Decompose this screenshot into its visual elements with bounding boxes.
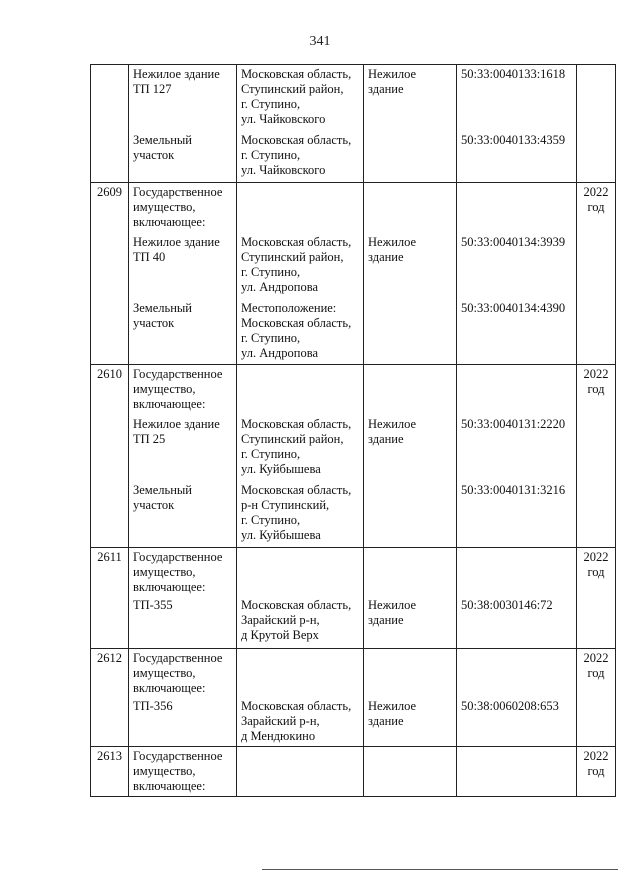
- row-number-cell: [91, 233, 129, 299]
- row-number-cell: [91, 131, 129, 183]
- property-name-line: включающее:: [133, 580, 206, 594]
- cadastral-number: 50:33:0040131:3216: [461, 482, 566, 497]
- property-name-line: ТП-355: [133, 597, 173, 612]
- purpose-cell: [364, 183, 457, 233]
- table-row: [91, 415, 616, 481]
- year-line: 2022: [583, 749, 609, 763]
- property-name-line: ТП-356: [133, 698, 173, 713]
- property-name-cell: [129, 548, 237, 596]
- cadastral-number: 50:33:0040134:4390: [461, 300, 566, 315]
- year-line: год: [587, 565, 605, 579]
- property-name-line: имущество,: [133, 764, 196, 778]
- address-line: Местоположение:: [241, 300, 337, 315]
- footer-rule: [262, 869, 618, 870]
- purpose-cell: [364, 65, 457, 131]
- address-line: р-н Ступинский,: [241, 497, 330, 512]
- address-cell: [237, 415, 364, 481]
- year-cell: [577, 649, 616, 697]
- purpose-cell: [364, 747, 457, 797]
- year-cell: [577, 415, 616, 481]
- address-line: г. Ступино,: [241, 97, 301, 111]
- row-number-cell: [91, 649, 129, 697]
- address-cell: [237, 697, 364, 747]
- purpose-cell: [364, 548, 457, 596]
- cadastral-number-cell: [457, 131, 577, 183]
- property-name-cell: [129, 697, 237, 747]
- year-cell: [577, 596, 616, 649]
- address-line: ул. Куйбышева: [241, 461, 321, 476]
- purpose-cell: [364, 697, 457, 747]
- year-cell: [577, 131, 616, 183]
- row-number-cell: [91, 365, 129, 415]
- property-name-line: ТП 40: [133, 249, 166, 264]
- year-line: 2022: [583, 651, 609, 665]
- property-name-line: Государственное: [133, 749, 223, 763]
- cadastral-number: 50:38:0060208:653: [461, 698, 559, 713]
- year-cell: [577, 233, 616, 299]
- property-name-line: участок: [133, 315, 175, 330]
- property-name-line: Государственное: [133, 185, 223, 199]
- year-line: год: [587, 382, 605, 396]
- purpose-cell: [364, 415, 457, 481]
- row-number-cell: [91, 299, 129, 365]
- property-name-line: ТП 127: [133, 82, 172, 96]
- property-name-cell: [129, 747, 237, 797]
- row-number: 2613: [97, 749, 122, 763]
- property-name-line: включающее:: [133, 215, 206, 229]
- property-name-cell: [129, 365, 237, 415]
- address-cell: [237, 299, 364, 365]
- year-cell: [577, 481, 616, 548]
- row-number-cell: [91, 183, 129, 233]
- table-row: [91, 747, 616, 797]
- cadastral-number-cell: [457, 747, 577, 797]
- cadastral-number-cell: [457, 415, 577, 481]
- row-number-cell: [91, 548, 129, 596]
- property-name-line: имущество,: [133, 565, 196, 579]
- purpose-line: здание: [368, 713, 404, 728]
- property-name-line: Земельный: [133, 132, 192, 147]
- property-name-line: имущество,: [133, 666, 196, 680]
- table-row: [91, 65, 616, 131]
- property-name-cell: [129, 131, 237, 183]
- purpose-cell: [364, 131, 457, 183]
- property-name-line: Государственное: [133, 651, 223, 665]
- property-name-cell: [129, 596, 237, 649]
- purpose-line: Нежилое: [368, 67, 417, 81]
- registry-body: [91, 65, 616, 797]
- year-cell: [577, 65, 616, 131]
- row-number: 2610: [97, 367, 122, 381]
- property-name-line: имущество,: [133, 382, 196, 396]
- address-cell: [237, 183, 364, 233]
- property-name-cell: [129, 183, 237, 233]
- cadastral-number-cell: [457, 548, 577, 596]
- address-line: Ступинский район,: [241, 82, 344, 96]
- purpose-cell: [364, 365, 457, 415]
- row-number-cell: [91, 481, 129, 548]
- property-name-cell: [129, 415, 237, 481]
- address-line: д Мендюкино: [241, 728, 316, 743]
- row-number-cell: [91, 65, 129, 131]
- table-row: [91, 481, 616, 548]
- table-row: [91, 697, 616, 747]
- address-line: ул. Чайковского: [241, 112, 326, 126]
- cadastral-number: 50:33:0040134:3939: [461, 234, 566, 249]
- table-row: [91, 649, 616, 697]
- cadastral-number-cell: [457, 596, 577, 649]
- address-line: ул. Андропова: [241, 345, 318, 360]
- year-line: 2022: [583, 367, 609, 381]
- cadastral-number-cell: [457, 299, 577, 365]
- property-name-cell: [129, 299, 237, 365]
- address-cell: [237, 596, 364, 649]
- address-line: Московская область,: [241, 132, 352, 147]
- address-line: Московская область,: [241, 482, 352, 497]
- address-line: Зарайский р-н,: [241, 612, 320, 627]
- address-line: Московская область,: [241, 234, 352, 249]
- purpose-cell: [364, 299, 457, 365]
- table-row: [91, 183, 616, 233]
- property-name-line: участок: [133, 497, 175, 512]
- year-cell: [577, 299, 616, 365]
- property-name-line: включающее:: [133, 681, 206, 695]
- property-name-line: ТП 25: [133, 431, 166, 446]
- row-number: 2612: [97, 651, 122, 665]
- table-row: [91, 299, 616, 365]
- cadastral-number-cell: [457, 365, 577, 415]
- address-line: Ступинский район,: [241, 431, 344, 446]
- property-name-cell: [129, 481, 237, 548]
- year-cell: [577, 183, 616, 233]
- purpose-line: Нежилое: [368, 597, 417, 612]
- address-line: Московская область,: [241, 416, 352, 431]
- purpose-cell: [364, 649, 457, 697]
- address-line: г. Ступино,: [241, 446, 301, 461]
- cadastral-number-cell: [457, 183, 577, 233]
- cadastral-number: 50:33:0040133:1618: [461, 67, 566, 81]
- property-registry-table: [90, 64, 616, 797]
- cadastral-number-cell: [457, 65, 577, 131]
- property-name-line: Нежилое здание: [133, 416, 220, 431]
- cadastral-number-cell: [457, 481, 577, 548]
- address-line: Московская область,: [241, 67, 352, 81]
- table-row: [91, 131, 616, 183]
- address-line: ул. Андропова: [241, 279, 318, 294]
- purpose-line: Нежилое: [368, 698, 417, 713]
- property-name-line: включающее:: [133, 779, 206, 793]
- purpose-line: здание: [368, 612, 404, 627]
- table-row: [91, 596, 616, 649]
- year-cell: [577, 747, 616, 797]
- property-name-cell: [129, 649, 237, 697]
- address-line: Московская область,: [241, 315, 352, 330]
- cadastral-number: 50:33:0040133:4359: [461, 132, 566, 147]
- row-number-cell: [91, 415, 129, 481]
- property-name-line: Нежилое здание: [133, 234, 220, 249]
- address-cell: [237, 131, 364, 183]
- property-name-line: Земельный: [133, 482, 192, 497]
- year-line: 2022: [583, 550, 609, 564]
- purpose-line: здание: [368, 431, 404, 446]
- address-cell: [237, 365, 364, 415]
- address-cell: [237, 649, 364, 697]
- property-name-line: Земельный: [133, 300, 192, 315]
- address-cell: [237, 65, 364, 131]
- cadastral-number-cell: [457, 233, 577, 299]
- cadastral-number-cell: [457, 697, 577, 747]
- row-number-cell: [91, 596, 129, 649]
- property-name-line: Государственное: [133, 367, 223, 381]
- cadastral-number: 50:38:0030146:72: [461, 597, 553, 612]
- row-number-cell: [91, 697, 129, 747]
- address-line: ул. Чайковского: [241, 162, 326, 177]
- property-name-line: участок: [133, 147, 175, 162]
- row-number: 2611: [97, 550, 122, 564]
- address-cell: [237, 548, 364, 596]
- property-name-line: включающее:: [133, 397, 206, 411]
- table-row: [91, 548, 616, 596]
- property-name-cell: [129, 233, 237, 299]
- address-cell: [237, 233, 364, 299]
- cadastral-number-cell: [457, 649, 577, 697]
- property-name-line: имущество,: [133, 200, 196, 214]
- address-line: г. Ступино,: [241, 330, 301, 345]
- purpose-cell: [364, 233, 457, 299]
- property-name-line: Государственное: [133, 550, 223, 564]
- year-line: год: [587, 200, 605, 214]
- purpose-cell: [364, 481, 457, 548]
- address-line: Московская область,: [241, 698, 352, 713]
- address-line: г. Ступино,: [241, 512, 301, 527]
- year-cell: [577, 548, 616, 596]
- year-line: год: [587, 666, 605, 680]
- purpose-line: здание: [368, 82, 404, 96]
- address-line: Ступинский район,: [241, 249, 344, 264]
- cadastral-number: 50:33:0040131:2220: [461, 416, 566, 431]
- purpose-line: Нежилое: [368, 416, 417, 431]
- year-line: 2022: [583, 185, 609, 199]
- table-row: [91, 365, 616, 415]
- address-line: д Крутой Верх: [241, 627, 319, 642]
- page-number: 341: [309, 34, 331, 49]
- address-cell: [237, 747, 364, 797]
- year-line: год: [587, 764, 605, 778]
- property-name-line: Нежилое здание: [133, 67, 220, 81]
- purpose-line: здание: [368, 249, 404, 264]
- address-line: г. Ступино,: [241, 264, 301, 279]
- year-cell: [577, 697, 616, 747]
- year-cell: [577, 365, 616, 415]
- address-line: г. Ступино,: [241, 147, 301, 162]
- property-name-cell: [129, 65, 237, 131]
- address-line: Зарайский р-н,: [241, 713, 320, 728]
- table-row: [91, 233, 616, 299]
- row-number: 2609: [97, 185, 122, 199]
- row-number-cell: [91, 747, 129, 797]
- address-cell: [237, 481, 364, 548]
- purpose-line: Нежилое: [368, 234, 417, 249]
- address-line: Московская область,: [241, 597, 352, 612]
- address-line: ул. Куйбышева: [241, 527, 321, 542]
- purpose-cell: [364, 596, 457, 649]
